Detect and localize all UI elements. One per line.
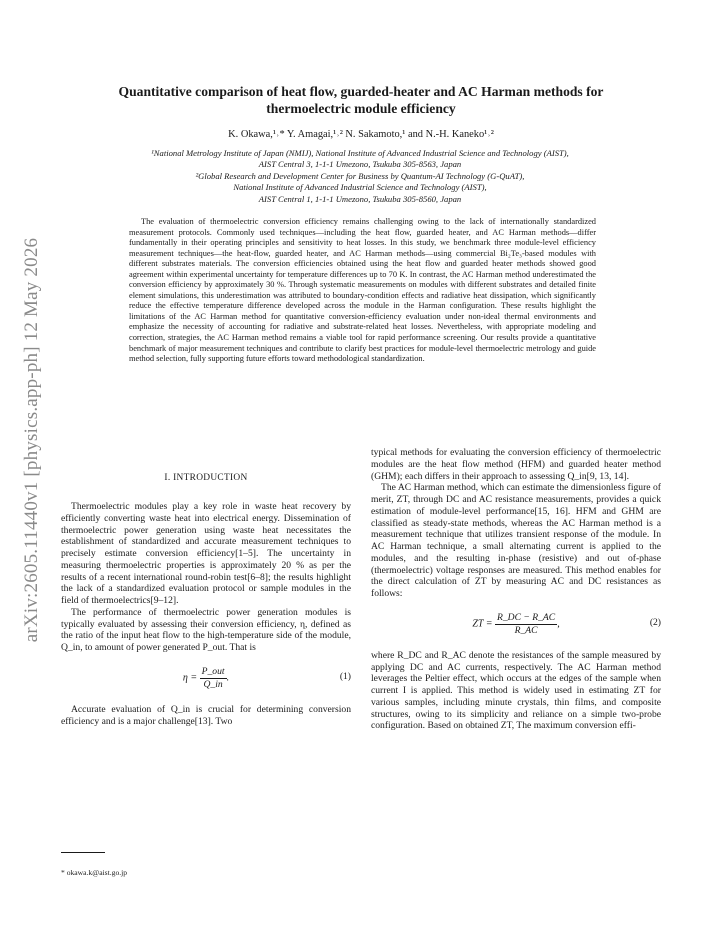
section-heading-introduction: I. INTRODUCTION [164, 473, 248, 483]
paragraph-6: where R_DC and R_AC denote the resistances of the sample measured by applying DC and AC currents, respectively. The AC Harman method leverages the Peltier effect, which occurs at the edges of the sample when current I is applied. This method is widely used in estimating ZT for various samples, including minute crystals, thin films, and composite structures, owing to its simplicity and reliance on a simple two-probe configuration. Based on obtained ZT, The maximum conversion effi- [371, 649, 661, 732]
equation-1-number: (1) [339, 670, 351, 682]
author-list: K. Okawa,¹˒* Y. Amagai,¹˒² N. Sakamoto,¹ and N.-H. Kaneko¹˒² [228, 129, 494, 140]
abstract: The evaluation of thermoelectric conversion efficiency remains challenging owing to the lack of internationally standardized measurement protocols. Commonly used techniques—including the heat flow, guarded heater, and AC Harman methods—differ fundamentally in their operating principles and sensitivity to heat losses. In this study, we benchmark three module-level efficiency measurement techniques—the heat-flow, guarded heater, and AC Harman methods—using commercial Bi₂Te₃-based modules with different substrates materials. The conversion efficiencies obtained using the heat flow and guarded heater methods showed good agreement within experimental uncertainty for temperature differences up to 70 K. In contrast, the AC Harman method underestimated the conversion efficiency by approximately 30 %. Through systematic measurements on modules with different substrates and detailed finite element simulations, this underestimation was attributed to boundary-condition effects and radiative heat dissipation, which significantly reduce the effective temperature difference developed across the module in the Harman configuration. These results highlight the limitations of the AC Harman method for quantitative conversion-efficiency evaluation under non-ideal thermal environments and emphasize the necessity of accounting for radiative and substrate-related heat losses. Nevertheless, with appropriate modeling and correction, strategies, the AC Harman method remains a viable tool for rapid performance screening. Our results provide a quantitative benchmark of major measurement techniques and contribute to clarify best practices for module-level thermoelectric metrology and guide method selection, fully supporting future efforts toward methodological standardization. [129, 217, 596, 364]
affiliation-2 [60, 171, 660, 205]
affiliation-2-line-3: AIST Central 1, 1-1-1 Umezono, Tsukuba 305-8560, Japan [258, 193, 462, 204]
paper-title [70, 83, 652, 117]
equation-2 [371, 606, 661, 642]
footnote-divider [61, 852, 105, 853]
right-column [371, 447, 661, 732]
paragraph-2: The performance of thermoelectric power generation modules is typically evaluated by assessing their conversion efficiency, η, defined as the ratio of the input heat flow to the high-temperature side of the module, Q_in, to amount of power generated P_out. That is [61, 606, 351, 653]
equation-1-denominator: Q_in [203, 678, 223, 690]
equation-1 [61, 660, 351, 696]
footnote-email[interactable]: * okawa.k@aist.go.jp [61, 868, 128, 877]
affiliation-1 [60, 148, 660, 171]
affiliation-1-line-2: AIST Central 3, 1-1-1 Umezono, Tsukuba 305-8563, Japan [258, 159, 462, 170]
equation-2-tail: , [557, 618, 560, 630]
title-line-1: Quantitative comparison of heat flow, guarded-heater and AC Harman methods for [118, 84, 604, 99]
affiliation-2-line-1: ²Global Research and Development Center for Business by Quantum-AI Technology (G-QuAT), [195, 171, 525, 181]
equation-2-numerator: R_DC − R_AC [497, 611, 556, 623]
paragraph-3: Accurate evaluation of Q_in is crucial for determining conversion efficiency and is a major challenge[13]. Two [61, 703, 351, 727]
equation-2-denominator: R_AC [514, 624, 538, 636]
arxiv-stamp [12, 200, 52, 680]
equation-1-tail: . [226, 672, 230, 684]
title-line-2: thermoelectric module efficiency [266, 101, 456, 116]
paragraph-1: Thermoelectric modules play a key role in waste heat recovery by efficiently converting waste heat into electrical energy. Dissemination of thermoelectric power generation using waste heat necessitates the establishment of standardized and accurate measurement techniques to precisely estimate conversion efficiency[1–5]. The uncertainty in measuring thermoelectric properties is approximately 20 % as per the results of a recent international round-robin test[6–8]; the results highlight the lack of a standardized evaluation protocol or sample modules in the field of thermoelectrics[9–12]. [61, 501, 351, 606]
affiliation-2-line-2: National Institute of Advanced Industrial Science and Technology (AIST), [233, 182, 487, 193]
equation-2-fraction [495, 612, 557, 637]
arxiv-identifier[interactable]: arXiv:2605.11440v1 [physics.app-ph] 12 May 2026 [21, 237, 42, 643]
equation-1-lhs: η = [182, 672, 198, 684]
equation-1-fraction [200, 666, 227, 691]
affiliation-1-line-1: ¹National Metrology Institute of Japan (NMIJ), National Institute of Advanced Industrial Science and Technology (AIST), [151, 148, 569, 158]
paragraph-4: typical methods for evaluating the conversion efficiency of thermoelectric modules are the heat flow method (HFM) and guarded heater method (GHM); each differs in their approach to assessing Q_in[9, 13, 14]. [371, 447, 661, 482]
paragraph-5: The AC Harman method, which can estimate the dimensionless figure of merit, ZT, through DC and AC resistance measurements, provides a quick estimation of module-level performance[15, 16]. HFM and GHM are classified as steady-state methods, whereas the AC Harman method is a measurement technique that utilizes transient response of the module. In AC Harman technique, a small alternating current is applied to the modules, and the resulting in-phase (resistive) and out of-phase (thermoelectric) voltage responses are measured. This method enables for the direct calculation of ZT by measuring AC and DC resistances as follows: [371, 482, 661, 599]
equation-1-body [61, 666, 351, 691]
equation-1-numerator: P_out [201, 665, 225, 677]
equation-2-number: (2) [649, 616, 661, 628]
equation-2-body [371, 612, 661, 637]
left-column-body [61, 501, 351, 727]
equation-2-lhs: ZT = [472, 618, 493, 630]
